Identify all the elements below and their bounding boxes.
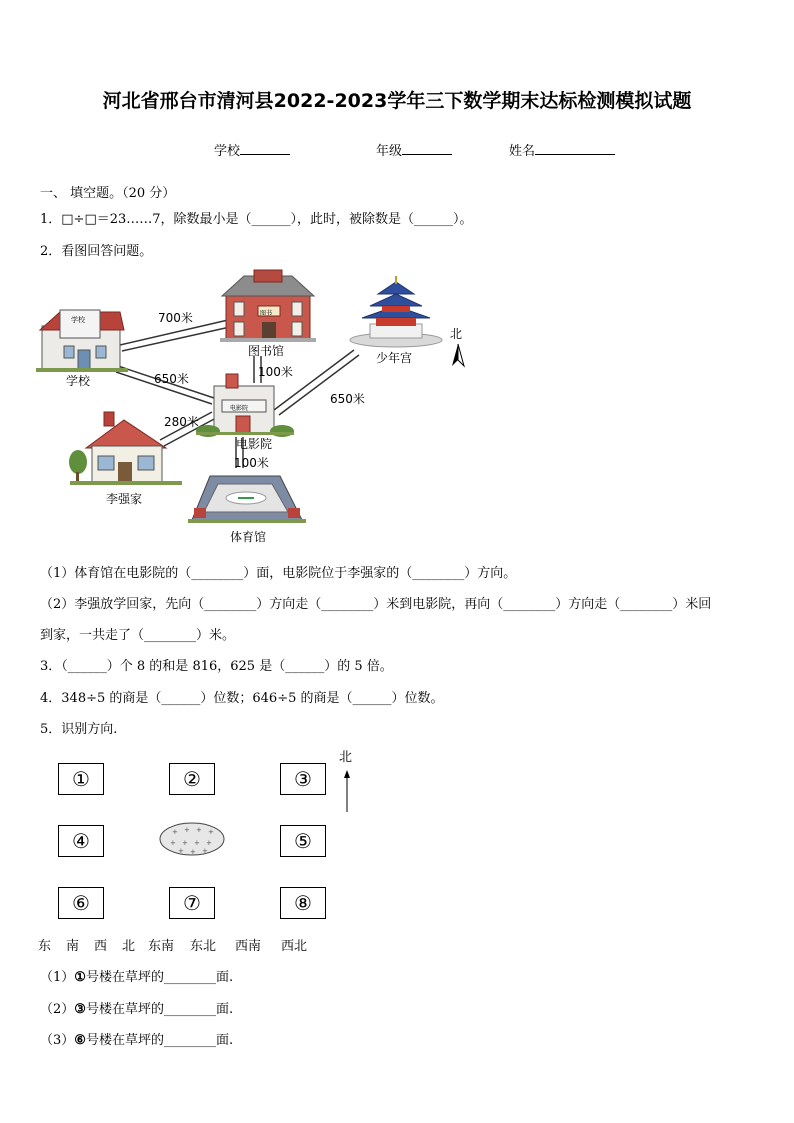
- distance-cinema-stadium: 100米: [234, 456, 269, 470]
- sign-school: 学校: [71, 316, 85, 324]
- label-library: 图书馆: [248, 344, 285, 358]
- q5-1-prefix: （1）: [40, 970, 75, 985]
- svg-text:+: +: [196, 826, 202, 834]
- q5-2-prefix: （2）: [40, 1002, 75, 1017]
- svg-text:+: +: [206, 839, 212, 847]
- direction-word: 西南: [235, 939, 262, 954]
- direction-word: 东南: [148, 939, 175, 954]
- distance-home-cinema: 280米: [164, 415, 199, 429]
- q5-2-text: 号楼在草坪的________面.: [85, 1002, 234, 1017]
- q5-3-number: ⑥: [74, 1033, 86, 1048]
- label-stadium: 体育馆: [230, 530, 267, 544]
- direction-word: 东北: [190, 939, 217, 954]
- label-north: 北: [450, 327, 463, 341]
- distance-school-cinema: 650米: [154, 372, 189, 386]
- building-box-6: ⑥: [58, 887, 104, 919]
- label-cinema: 电影院: [236, 437, 273, 451]
- svg-text:+: +: [194, 839, 200, 847]
- svg-text:+: +: [202, 847, 208, 855]
- sign-library: 图书: [260, 310, 273, 317]
- direction-word: 西: [94, 939, 108, 954]
- sign-cinema: 电影院: [230, 405, 249, 412]
- label-school: 学校: [66, 374, 91, 388]
- north-arrow-icon: [452, 344, 464, 366]
- question-2-2: （2）李强放学回家，先向（________）方向走（________）米到电影院，再向（________）方向走（________）米回: [40, 597, 712, 612]
- svg-text:+: +: [190, 848, 196, 856]
- svg-text:+: +: [182, 839, 188, 847]
- q5-2-number: ③: [74, 1002, 86, 1017]
- north-label-q5: 北: [339, 750, 353, 765]
- question-5: 5．识别方向.: [40, 722, 118, 737]
- youth-palace-building: [350, 276, 442, 347]
- library-building: [220, 270, 316, 342]
- school-label: 学校: [214, 144, 241, 159]
- north-arrow-q5-icon: [344, 770, 350, 812]
- label-youth-palace: 少年宫: [376, 351, 413, 365]
- direction-word: 北: [122, 939, 136, 954]
- question-5-1: [40, 966, 233, 985]
- building-box-1: ①: [58, 763, 104, 795]
- question-5-3: [40, 1029, 233, 1048]
- grade-label: 年级: [376, 144, 403, 159]
- direction-word: 东: [38, 939, 52, 954]
- section-heading: 一、 填空题。（20 分）: [40, 186, 176, 201]
- direction-word: 西北: [281, 939, 308, 954]
- direction-word: 南: [66, 939, 80, 954]
- svg-text:+: +: [208, 828, 214, 836]
- svg-text:+: +: [178, 847, 184, 855]
- question-1: 1．□÷□＝23……7，除数最小是（______），此时，被除数是（______）。: [40, 212, 473, 227]
- svg-text:+: +: [184, 826, 190, 834]
- question-4: 4．348÷5 的商是（______）位数；646÷5 的商是（______）位数。: [40, 691, 444, 706]
- name-label: 姓名: [509, 144, 536, 159]
- distance-cinema-palace: 650米: [330, 392, 365, 406]
- svg-text:+: +: [170, 839, 176, 847]
- q5-3-prefix: （3）: [40, 1033, 75, 1048]
- building-box-2: ②: [169, 763, 215, 795]
- distance-school-library: 700米: [158, 311, 193, 325]
- building-box-5: ⑤: [280, 825, 326, 857]
- distance-library-cinema: 100米: [258, 365, 293, 379]
- lawn: [160, 823, 224, 856]
- svg-text:+: +: [172, 828, 178, 836]
- q5-3-text: 号楼在草坪的________面.: [85, 1033, 234, 1048]
- question-2-2-cont: 到家，一共走了（________）米。: [40, 628, 236, 643]
- building-box-4: ④: [58, 825, 104, 857]
- q5-1-text: 号楼在草坪的________面.: [85, 970, 234, 985]
- stadium-building: [188, 476, 306, 523]
- question-2: 2．看图回答问题。: [40, 244, 153, 259]
- q5-1-number: ①: [74, 970, 86, 985]
- building-box-3: ③: [280, 763, 326, 795]
- building-box-7: ⑦: [169, 887, 215, 919]
- label-lq-home: 李强家: [106, 492, 143, 506]
- page-title: 河北省邢台市清河县2022-2023学年三下数学期末达标检测模拟试题: [102, 90, 692, 112]
- building-box-8: ⑧: [280, 887, 326, 919]
- question-2-1: （1）体育馆在电影院的（________）面，电影院位于李强家的（________）方向。: [40, 566, 517, 581]
- question-5-2: [40, 998, 233, 1017]
- question-3: 3．（______）个 8 的和是 816，625 是（______）的 5 倍。: [40, 659, 393, 674]
